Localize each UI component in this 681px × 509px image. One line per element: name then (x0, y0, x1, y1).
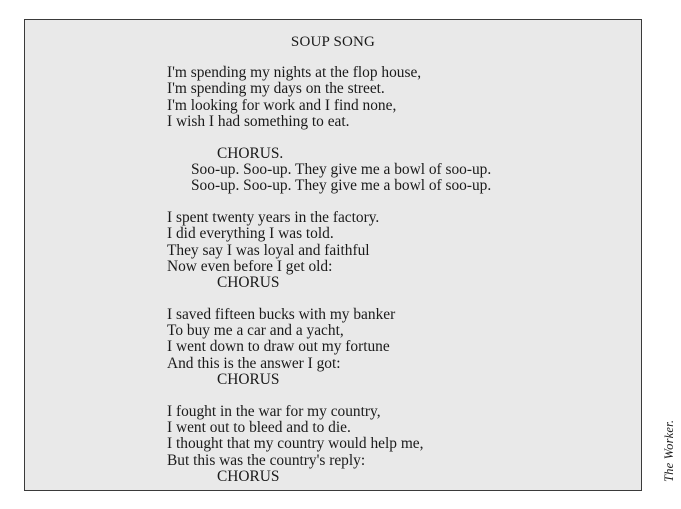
verse-line: To buy me a car and a yacht, (167, 322, 344, 340)
document-sheet (24, 19, 642, 491)
stanza-gap (167, 389, 491, 404)
chorus-block (167, 146, 491, 195)
verse-line: I went out to bleed and to die. (167, 419, 351, 437)
verse-line: And this is the answer I got: (167, 354, 341, 372)
chorus-ref: CHORUS (217, 371, 280, 389)
verse-line: I did everything I was told. (167, 225, 334, 243)
verse-line: I went down to draw out my fortune (167, 338, 390, 356)
song-title: SOUP SONG (290, 34, 376, 50)
verse-line: I'm spending my nights at the flop house, (167, 64, 422, 81)
verse-3 (167, 307, 491, 389)
verse-line: But this was the country's reply: (167, 451, 366, 469)
chorus-line: Soo-up. Soo-up. They give me a bowl of soo-up. (191, 177, 492, 195)
verse-line: I wish I had something to eat. (167, 113, 350, 131)
verse-line: I'm spending my days on the street. (167, 80, 385, 98)
stanza-gap (167, 195, 491, 210)
chorus-label: CHORUS. (217, 144, 284, 162)
verse-line: I thought that my country would help me, (167, 435, 424, 453)
chorus-ref: CHORUS (217, 468, 280, 486)
poem-body (167, 65, 491, 486)
verse-line: I spent twenty years in the factory. (167, 208, 380, 226)
chorus-line: Soo-up. Soo-up. They give me a bowl of soo-up. (191, 160, 492, 178)
stanza-gap (167, 292, 491, 307)
verse-4 (167, 404, 491, 486)
source-credit: The Worker. (662, 419, 676, 482)
verse-2 (167, 210, 491, 292)
verse-line: I saved fifteen bucks with my banker (167, 305, 396, 323)
verse-line: I fought in the war for my country, (167, 402, 381, 420)
chorus-ref: CHORUS (217, 274, 280, 292)
verse-line: They say I was loyal and faithful (167, 241, 370, 259)
verse-line: Now even before I get old: (167, 257, 333, 275)
stanza-gap (167, 131, 491, 146)
verse-line: I'm looking for work and I find none, (167, 96, 397, 114)
verse-1 (167, 65, 491, 131)
